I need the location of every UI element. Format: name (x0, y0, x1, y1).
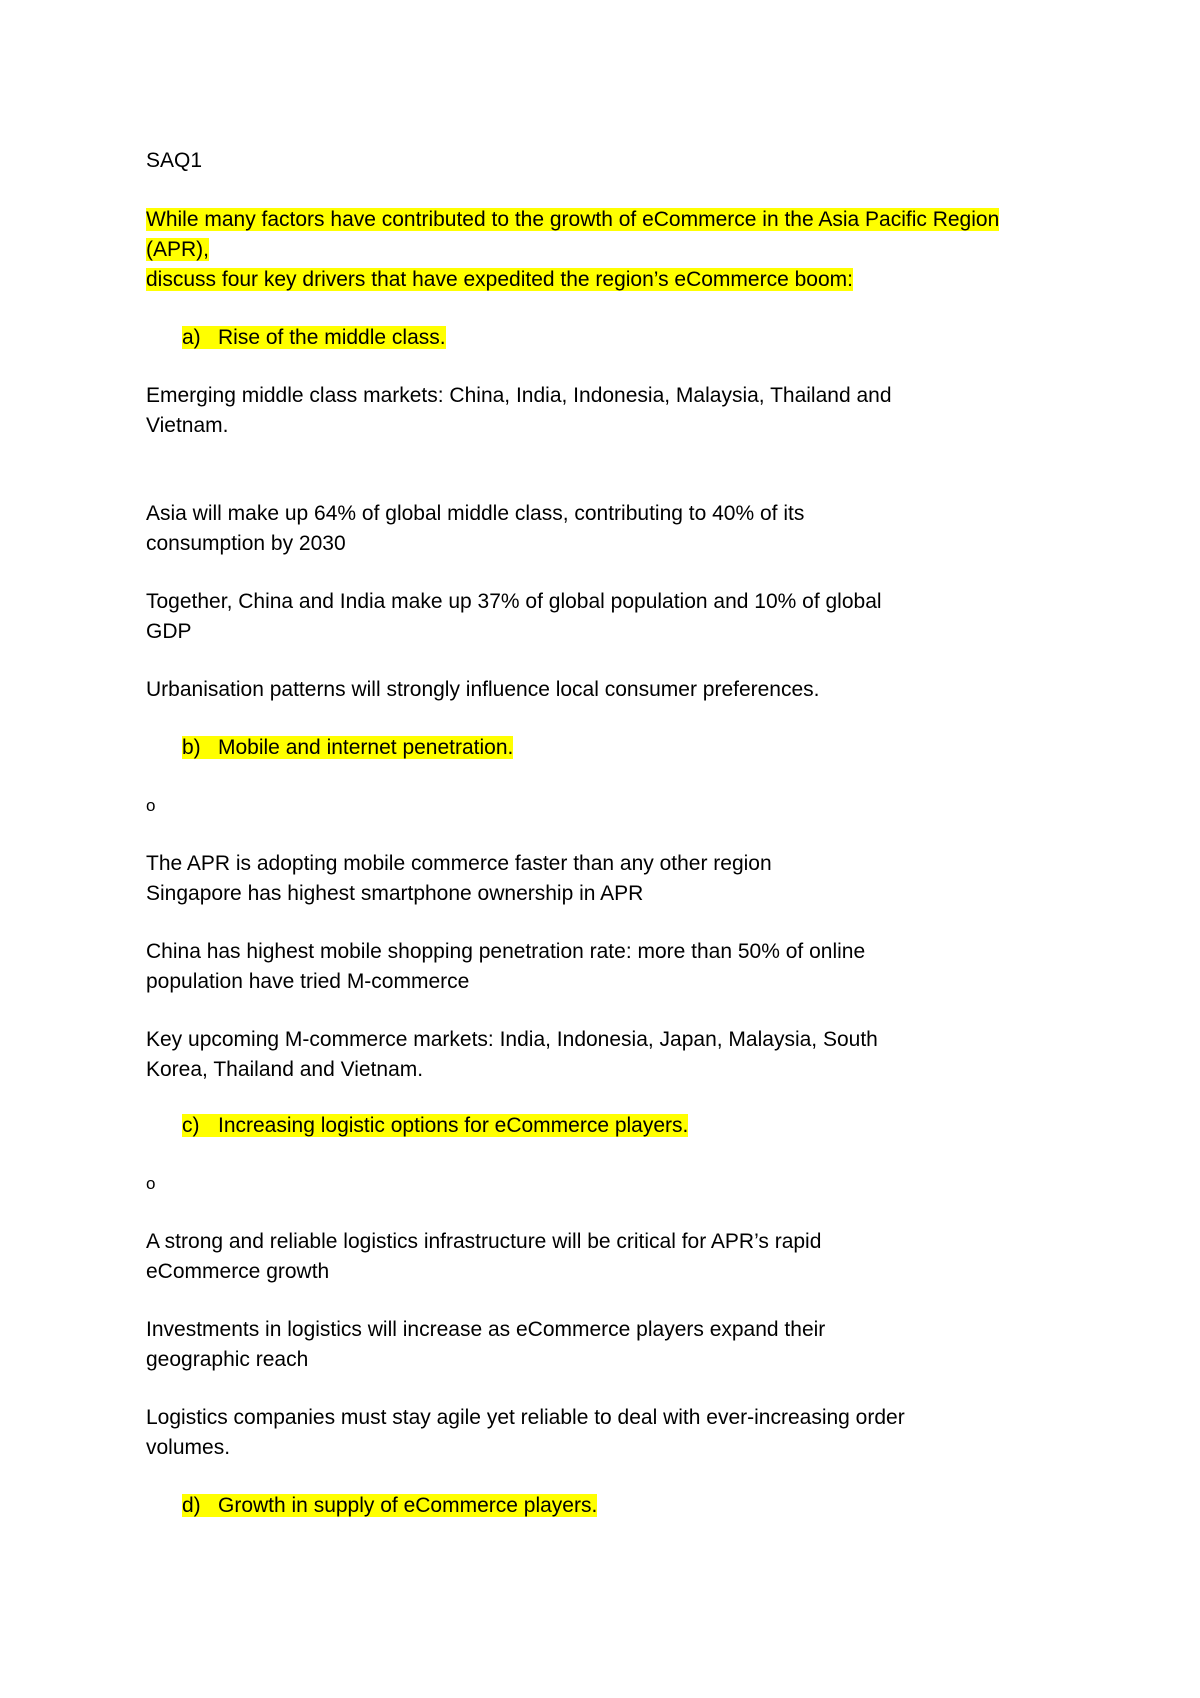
section-b-paragraph-1 (146, 849, 1086, 909)
section-a-heading-text: Rise of the middle class. (218, 326, 446, 349)
title-text: SAQ1 (146, 149, 203, 172)
section-b-heading-text: Mobile and internet penetration. (218, 736, 514, 759)
question-line-1: While many factors have contributed to the growth of eCommerce in the Asia Pacific Region (146, 208, 1000, 231)
section-a-heading (146, 323, 1086, 353)
section-c-heading-text: Increasing logistic options for eCommerce players. (218, 1114, 689, 1137)
section-a-marker: a) (182, 326, 201, 349)
section-c-p3-line2: volumes. (146, 1436, 231, 1459)
section-c-p1-line2: eCommerce growth (146, 1260, 330, 1283)
section-c-p2-line2: geographic reach (146, 1348, 309, 1371)
section-a-p1-line2: Vietnam. (146, 414, 229, 437)
question-line-3: discuss four key drivers that have expedited the region’s eCommerce boom: (146, 268, 853, 291)
section-b-p1-line2: Singapore has highest smartphone ownership in APR (146, 882, 644, 905)
section-a-paragraph-3 (146, 587, 1086, 647)
section-d-marker: d) (182, 1494, 201, 1517)
section-b-p2-line2: population have tried M-commerce (146, 970, 470, 993)
section-a-p2-line2: consumption by 2030 (146, 532, 346, 555)
section-b-p3-line2: Korea, Thailand and Vietnam. (146, 1058, 424, 1081)
section-a-p3-line2: GDP (146, 620, 192, 643)
section-b-heading (146, 733, 1086, 763)
question-prompt (146, 205, 1086, 295)
section-c-heading (146, 1111, 1086, 1141)
section-b-p2-line1: China has highest mobile shopping penetration rate: more than 50% of online (146, 940, 866, 963)
question-line-2: (APR), (146, 238, 209, 261)
section-b-marker: b) (182, 736, 201, 759)
section-c-paragraph-1 (146, 1227, 1086, 1287)
section-b-p3-line1: Key upcoming M-commerce markets: India, Indonesia, Japan, Malaysia, South (146, 1028, 878, 1051)
section-c-bullet (146, 1169, 1086, 1199)
section-c-p2-line1: Investments in logistics will increase as eCommerce players expand their (146, 1318, 826, 1341)
section-a-paragraph-4 (146, 675, 1086, 705)
section-a-paragraph-2 (146, 499, 1086, 559)
section-a-p3-line1: Together, China and India make up 37% of global population and 10% of global (146, 590, 882, 613)
section-c-paragraph-2 (146, 1315, 1086, 1375)
document-title (146, 146, 1086, 176)
document-body (146, 146, 1086, 1521)
section-c-paragraph-3 (146, 1403, 1086, 1463)
section-b-paragraph-3 (146, 1025, 1086, 1085)
section-b-bullet (146, 791, 1086, 821)
section-d-heading-text: Growth in supply of eCommerce players. (218, 1494, 598, 1517)
section-b-p1-line1: The APR is adopting mobile commerce faster than any other region (146, 852, 772, 875)
section-a-paragraph-1 (146, 381, 1086, 441)
section-c-p1-line1: A strong and reliable logistics infrastructure will be critical for APR’s rapid (146, 1230, 822, 1253)
section-a-p4-line1: Urbanisation patterns will strongly influence local consumer preferences. (146, 678, 820, 701)
section-c-marker: c) (182, 1114, 200, 1137)
bullet-circle-icon: o (146, 796, 156, 815)
section-b-paragraph-2 (146, 937, 1086, 997)
section-c-p3-line1: Logistics companies must stay agile yet reliable to deal with ever-increasing order (146, 1406, 905, 1429)
section-d-heading (146, 1491, 1086, 1521)
section-a-p2-line1: Asia will make up 64% of global middle class, contributing to 40% of its (146, 502, 805, 525)
bullet-circle-icon: o (146, 1174, 156, 1193)
section-a-p1-line1: Emerging middle class markets: China, India, Indonesia, Malaysia, Thailand and (146, 384, 892, 407)
